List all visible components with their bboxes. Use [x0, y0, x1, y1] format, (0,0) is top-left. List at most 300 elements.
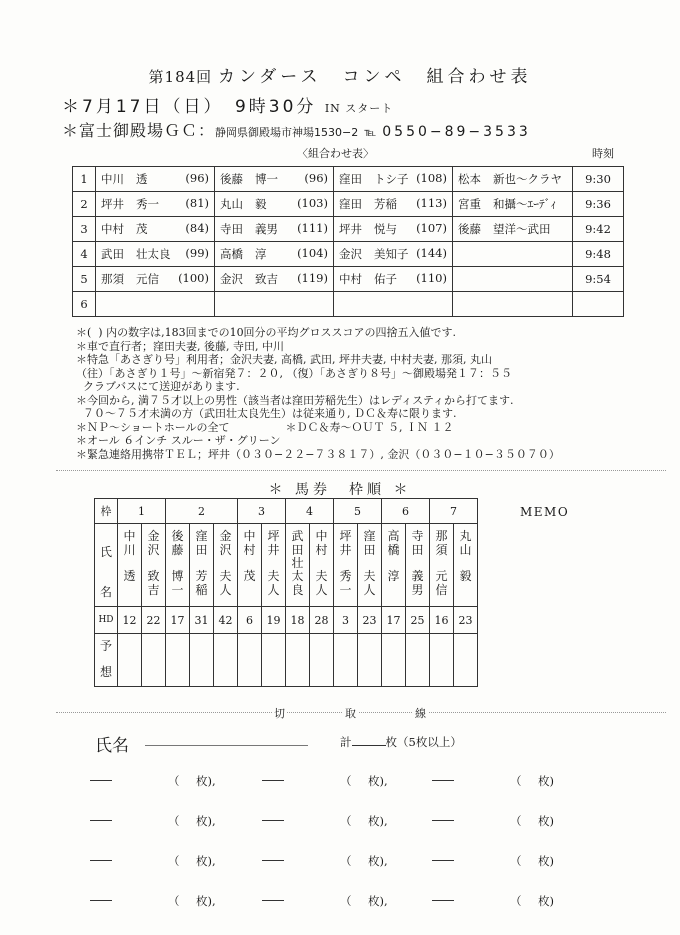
handicap: (113) [416, 196, 447, 210]
bet-number-line[interactable] [262, 820, 284, 821]
handicap-value: 22 [142, 607, 166, 634]
player-vertical-name [219, 530, 233, 597]
frame-number: 3 [238, 499, 286, 524]
prediction-input[interactable] [214, 634, 238, 687]
surname: 中村 [339, 272, 362, 286]
name-input-line[interactable] [145, 745, 308, 746]
player [101, 221, 209, 237]
player-vertical-name [459, 530, 473, 584]
group-number: 1 [73, 167, 96, 192]
surname: 金沢 [339, 247, 362, 261]
player [458, 171, 567, 187]
frame-number: 2 [166, 499, 238, 524]
player-cell [334, 267, 453, 292]
player-cell [215, 267, 334, 292]
date-text: ＊7月17日（日） 9時30分 [62, 97, 317, 117]
surname: 寺田 [411, 529, 424, 557]
tee-time: 9:36 [573, 192, 624, 217]
group-number: 2 [73, 192, 96, 217]
pairings-caption: 〈組合わせ表〉 [297, 147, 374, 160]
event-date [62, 92, 393, 117]
open-paren: （ [168, 854, 180, 868]
player [458, 221, 567, 237]
bet-count-unit: 枚), [196, 774, 216, 788]
frame-number: 6 [382, 499, 430, 524]
row-label-frame: 枠 [95, 499, 118, 524]
player-name [220, 271, 278, 287]
surname: 松本 [458, 172, 481, 186]
given-name: 義男 [255, 222, 278, 236]
player-name-cell [430, 524, 454, 607]
handicap: (104) [297, 246, 328, 260]
row-label-prediction [95, 634, 118, 687]
note-line: ７０〜７５才未満の方（武田壮太良先生）は従来通り, ＤＣ＆寿に限ります. [76, 407, 457, 420]
total-suffix: 枚（5枚以上） [385, 735, 462, 749]
row-label-hd: HD [95, 607, 118, 634]
tee-time: 9:54 [573, 267, 624, 292]
handicap-value: 42 [214, 607, 238, 634]
given-name: 芳稲 [195, 569, 208, 597]
bet-entry [262, 893, 412, 909]
given-name: 義男 [411, 569, 424, 597]
player-vertical-name [147, 530, 161, 597]
given-name: 致吉 [147, 569, 160, 597]
player-cell [453, 242, 573, 267]
prediction-input[interactable] [118, 634, 142, 687]
player-name [220, 221, 278, 237]
bet-count-unit: 枚) [538, 894, 554, 908]
bet-number-line[interactable] [432, 900, 454, 901]
given-name: 博一 [171, 569, 184, 597]
given-name: 夫人 [315, 569, 328, 597]
open-paren: （ [340, 894, 352, 908]
player-vertical-name [315, 530, 329, 597]
cut-line-char: 切 [274, 707, 285, 720]
bet-count-unit: 枚), [368, 894, 388, 908]
player-name [220, 171, 278, 187]
group-number: 3 [73, 217, 96, 242]
prediction-input[interactable] [358, 634, 382, 687]
venue-line [62, 118, 531, 141]
player-name [458, 297, 470, 311]
player [220, 297, 328, 311]
handicap-value: 12 [118, 607, 142, 634]
player-name [101, 246, 171, 262]
prediction-input[interactable] [190, 634, 214, 687]
player-vertical-name [339, 530, 353, 597]
player [220, 246, 328, 262]
surname: 金沢 [219, 529, 232, 557]
given-name: 淳 [255, 247, 267, 261]
player-cell [96, 267, 215, 292]
cut-line-char: 線 [415, 707, 426, 720]
note-line: （往）「あさぎり１号」〜新宿発７：２０, （復）「あさぎり８号」〜御殿場発１７：５５ [76, 366, 512, 380]
handicap: (103) [297, 196, 328, 210]
surname: 坪井 [267, 529, 280, 557]
open-paren: （ [510, 774, 522, 788]
prediction-input[interactable] [142, 634, 166, 687]
bet-number-line[interactable] [90, 900, 112, 901]
player-vertical-name [195, 530, 209, 597]
prediction-input[interactable] [310, 634, 334, 687]
note-line: ＊車で直行者；窪田夫妻, 後藤, 寺田, 中川 [76, 339, 284, 353]
bet-count-unit: 枚), [196, 814, 216, 828]
player [220, 171, 328, 187]
player-cell [334, 217, 453, 242]
edition-number: 第184回 [148, 68, 213, 86]
bet-count-unit: 枚) [538, 854, 554, 868]
note-line: ＊今回から, 満７５才以上の男性（該当者は窪田芳稲先生）はレディスティから打てます. [76, 393, 514, 407]
player-name-cell [334, 524, 358, 607]
note-line: ＊( ) 内の数字は,183回までの10回分の平均グロススコアの四捨五入値です. [76, 326, 457, 339]
handicap: (96) [185, 171, 209, 185]
open-paren: （ [168, 774, 180, 788]
player-vertical-name [363, 530, 377, 597]
player-name-cell [454, 524, 478, 607]
hd-row [95, 607, 478, 634]
betting-table [94, 498, 478, 687]
player-vertical-name [123, 530, 137, 584]
memo-label: MEMO [520, 505, 570, 519]
given-name: 太良 [291, 569, 304, 597]
player-name [458, 272, 470, 286]
given-name: 淳 [387, 569, 400, 583]
open-paren: （ [340, 774, 352, 788]
bet-entry [432, 773, 582, 789]
handicap-value: 3 [334, 607, 358, 634]
player [458, 297, 567, 311]
player-name [220, 246, 267, 262]
player-name-cell [310, 524, 334, 607]
surname: 那須 [101, 272, 124, 286]
handicap: (100) [178, 271, 209, 285]
surname: 中川 [123, 529, 136, 557]
handicap-value: 23 [454, 607, 478, 634]
given-name: 毅 [255, 197, 267, 211]
frame-number: 4 [286, 499, 334, 524]
player-vertical-name [243, 530, 257, 584]
open-paren: （ [168, 814, 180, 828]
bet-entry [90, 813, 240, 829]
handicap: (99) [185, 246, 209, 260]
bet-count-unit: 枚), [368, 814, 388, 828]
player-cell [453, 192, 573, 217]
given-name: 元信 [136, 272, 159, 286]
handicap-value: 28 [310, 607, 334, 634]
bet-number-line[interactable] [432, 820, 454, 821]
handicap-value: 16 [430, 607, 454, 634]
surname: 坪井 [339, 529, 352, 557]
label-char: 予 [99, 639, 112, 654]
title-text: カンダース コンペ 組合わせ表 [217, 67, 532, 87]
total-count [340, 734, 462, 750]
given-name: トシ子 [374, 172, 409, 186]
total-prefix: 計 [340, 735, 352, 749]
player [339, 196, 447, 212]
handicap: (84) [185, 221, 209, 235]
player-cell [334, 242, 453, 267]
surname: 武田壮 [291, 529, 304, 570]
bet-entry [90, 773, 240, 789]
given-name: 茂 [243, 569, 256, 583]
player [101, 297, 209, 311]
given-name: 毅 [459, 569, 472, 583]
note-line: ＊オール ６インチ スルー・ザ・グリーン [76, 434, 281, 447]
player-name-cell [262, 524, 286, 607]
prediction-input[interactable] [430, 634, 454, 687]
given-name: 元信 [435, 569, 448, 597]
document-title [0, 62, 680, 87]
player-name [101, 196, 159, 212]
prediction-input[interactable] [406, 634, 430, 687]
venue-tel: 0550−89−3533 [382, 124, 531, 140]
player-name [339, 297, 351, 311]
surname: 坪井 [101, 197, 124, 211]
bet-number-line[interactable] [90, 780, 112, 781]
player-name [339, 196, 397, 212]
player-name [458, 221, 551, 237]
tee-time: 9:30 [573, 167, 624, 192]
bet-entry [262, 853, 412, 869]
given-name: 夫人 [219, 569, 232, 597]
group-number: 6 [73, 292, 96, 317]
prediction-input[interactable] [238, 634, 262, 687]
surname: 金沢 [220, 272, 243, 286]
player-name [101, 171, 148, 187]
prediction-input[interactable] [454, 634, 478, 687]
surname: 後藤 [458, 222, 481, 236]
bet-number-line[interactable] [262, 900, 284, 901]
player-name-cell [358, 524, 382, 607]
frame-number: 1 [118, 499, 166, 524]
bet-entry [432, 813, 582, 829]
label-char: 氏 [99, 545, 112, 559]
prediction-input[interactable] [382, 634, 406, 687]
player-vertical-name [411, 530, 425, 597]
tee-time: 9:42 [573, 217, 624, 242]
player [220, 221, 328, 237]
player-cell [215, 242, 334, 267]
pairing-row [73, 167, 624, 192]
surname: 窪田 [339, 172, 362, 186]
player-cell [96, 167, 215, 192]
bet-count-unit: 枚), [368, 854, 388, 868]
surname: 窪田 [339, 197, 362, 211]
given-name: 望洋〜武田 [493, 222, 551, 236]
bet-count-unit: 枚) [538, 774, 554, 788]
bet-count-unit: 枚), [368, 774, 388, 788]
surname: 丸山 [459, 529, 472, 557]
name-row [95, 524, 478, 607]
pairing-row [73, 267, 624, 292]
bet-count-unit: 枚), [196, 894, 216, 908]
bet-number-line[interactable] [432, 780, 454, 781]
player-name-cell [238, 524, 262, 607]
bet-count-unit: 枚) [538, 814, 554, 828]
bet-number-line[interactable] [262, 860, 284, 861]
surname: 中川 [101, 172, 124, 186]
pairing-row [73, 217, 624, 242]
given-name: 美知子 [374, 247, 409, 261]
open-paren: （ [510, 854, 522, 868]
handicap-value: 31 [190, 607, 214, 634]
frame-row [95, 499, 478, 524]
surname: 中村 [315, 529, 328, 557]
handicap: (108) [416, 171, 447, 185]
pairing-row [73, 242, 624, 267]
given-name: 秀一 [136, 197, 159, 211]
player-cell [96, 292, 215, 317]
player [339, 171, 447, 187]
open-paren: （ [340, 814, 352, 828]
bet-entry [432, 893, 582, 909]
open-paren: （ [168, 894, 180, 908]
handicap: (144) [416, 246, 447, 260]
player-cell [453, 167, 573, 192]
open-paren: （ [340, 854, 352, 868]
handicap-value: 19 [262, 607, 286, 634]
given-name: 夫人 [363, 569, 376, 597]
surname: 後藤 [171, 529, 184, 557]
frame-number: 7 [430, 499, 478, 524]
time-caption: 時刻 [592, 147, 614, 160]
handicap-value: 17 [166, 607, 190, 634]
given-name: 透 [123, 569, 136, 583]
handicap-value: 6 [238, 607, 262, 634]
note-line: クラブバスにて送迎があります. [76, 380, 240, 393]
group-number: 5 [73, 267, 96, 292]
player [339, 246, 447, 262]
player-name [220, 297, 232, 311]
player-name [101, 221, 148, 237]
pairing-row [73, 192, 624, 217]
player-vertical-name [267, 530, 281, 597]
player-name [339, 246, 409, 262]
bet-count-unit: 枚), [196, 854, 216, 868]
player-cell [96, 242, 215, 267]
group-number: 4 [73, 242, 96, 267]
player-name-cell [190, 524, 214, 607]
betting-heading: ＊ 馬券 枠順 ＊ [268, 482, 412, 498]
pairing-row [73, 292, 624, 317]
player-cell [453, 292, 573, 317]
player [458, 247, 567, 261]
surname: 窪田 [195, 529, 208, 557]
bet-entry [262, 773, 412, 789]
player [339, 221, 447, 237]
player-name [339, 221, 397, 237]
surname: 宮重 [458, 197, 481, 211]
bet-entry [262, 813, 412, 829]
surname: 武田 [101, 247, 124, 261]
bet-number-line[interactable] [90, 820, 112, 821]
player [220, 271, 328, 287]
open-paren: （ [510, 894, 522, 908]
player-cell [96, 217, 215, 242]
given-name: 秀一 [339, 569, 352, 597]
cut-line [56, 712, 666, 713]
player-cell [453, 217, 573, 242]
surname: 高橋 [387, 529, 400, 557]
given-name: 和攝〜ｴｰﾃﾞｨ [493, 197, 557, 211]
surname: 金沢 [147, 529, 160, 557]
bet-entry [90, 853, 240, 869]
note-line: ＊特急「あさぎり号」利用者；金沢夫妻, 高橋, 武田, 坪井夫妻, 中村夫妻, 那須, 丸山 [76, 353, 492, 366]
player-vertical-name [387, 530, 401, 584]
tel-icon: ℡ [364, 126, 377, 139]
tee-time: 9:48 [573, 242, 624, 267]
frame-number: 5 [334, 499, 382, 524]
given-name: 佑子 [374, 272, 397, 286]
name-label-vertical [99, 546, 113, 600]
player-vertical-name [435, 530, 449, 597]
note-line: ＊ＮＰ〜ショートホールの全て ＊ＤＣ＆寿〜ＯＵＴ ５, ＩＮ １２ [76, 420, 454, 434]
player-cell [215, 292, 334, 317]
label-char: 想 [99, 665, 112, 680]
given-name: 悦与 [374, 222, 397, 236]
player-name [458, 247, 470, 261]
handicap-value: 23 [358, 607, 382, 634]
total-input-line[interactable] [352, 745, 386, 746]
player-vertical-name [291, 530, 305, 597]
given-name: 壮太良 [136, 247, 171, 261]
player-cell [334, 292, 453, 317]
handicap-value: 25 [406, 607, 430, 634]
surname: 中村 [101, 222, 124, 236]
given-name: 茂 [136, 222, 148, 236]
player-cell [215, 217, 334, 242]
name-label: 氏名 [95, 736, 129, 756]
prediction-input[interactable] [286, 634, 310, 687]
bet-number-line[interactable] [432, 860, 454, 861]
player [339, 297, 447, 311]
player-cell [96, 192, 215, 217]
row-label-name [95, 524, 118, 607]
player-name-cell [166, 524, 190, 607]
bet-number-line[interactable] [90, 860, 112, 861]
player [101, 246, 209, 262]
venue-address: 静岡県御殿場市神場1530−2 [215, 126, 359, 139]
prediction-input[interactable] [262, 634, 286, 687]
open-paren: （ [510, 814, 522, 828]
prediction-input[interactable] [166, 634, 190, 687]
player-cell [215, 192, 334, 217]
given-name: 夫人 [267, 569, 280, 597]
handicap: (81) [185, 196, 209, 210]
cut-line-char: 取 [345, 707, 356, 720]
player [220, 196, 328, 212]
prediction-input[interactable] [334, 634, 358, 687]
player-name [220, 196, 267, 212]
player-cell [334, 192, 453, 217]
player-name [339, 171, 409, 187]
surname: 高橋 [220, 247, 243, 261]
surname: 那須 [435, 529, 448, 557]
start-text: IN スタート [324, 102, 394, 115]
notes [76, 326, 560, 461]
player-cell [453, 267, 573, 292]
player [101, 171, 209, 187]
player-vertical-name [171, 530, 185, 597]
given-name: 透 [136, 172, 148, 186]
bet-number-line[interactable] [262, 780, 284, 781]
surname: 窪田 [363, 529, 376, 557]
label-char: 名 [99, 585, 112, 599]
divider [56, 470, 666, 471]
handicap: (96) [304, 171, 328, 185]
player [458, 196, 567, 212]
given-name: 博一 [255, 172, 278, 186]
